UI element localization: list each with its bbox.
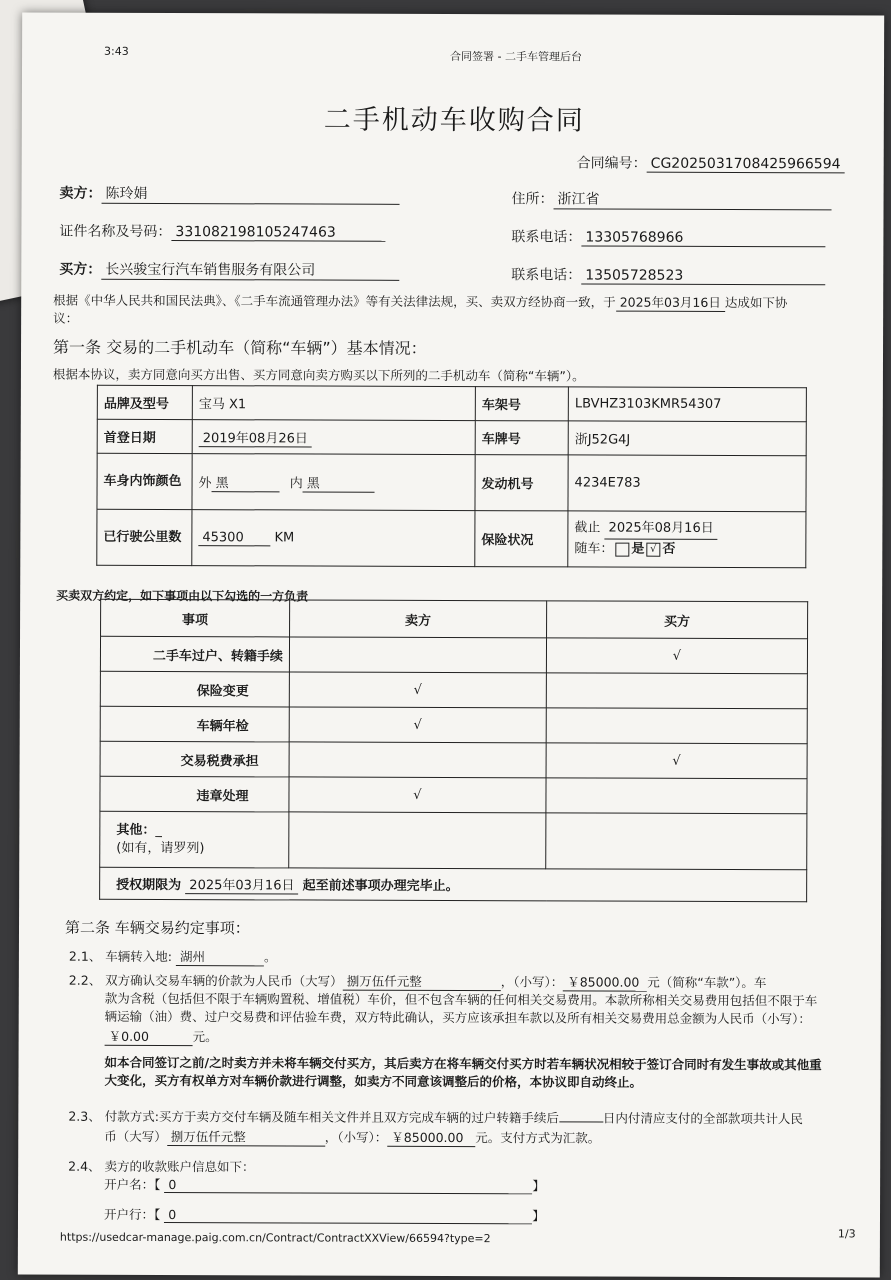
clause-2-1-end: 。 <box>263 949 277 965</box>
table-row <box>100 776 807 813</box>
yes-label: 是 <box>631 541 645 557</box>
contract-number-value: CG2025031708425966594 <box>647 156 845 174</box>
color-label: 车身内饰颜色 <box>97 453 192 509</box>
duty-item: 保险变更 <box>100 671 289 707</box>
fee-value: ￥0.00 <box>105 1027 193 1046</box>
intro-date: 2025年03月16日 <box>616 293 725 312</box>
price-uppercase: 捌万伍仟元整 <box>343 972 501 992</box>
print-time: 3:43 <box>104 44 129 58</box>
with-car-label: 随车： <box>574 541 614 557</box>
clause-2-3-text-b: 日内付清应支付的全部款项共计人民 <box>602 1110 803 1127</box>
seller-phone: 13305768966 <box>581 229 825 247</box>
payment-lowercase: ￥85000.00 <box>387 1128 475 1147</box>
clause-2-3-text-e: 元。支付方式为汇款。 <box>475 1130 601 1146</box>
duty-item: 二手车过户、转籍手续 <box>100 636 289 672</box>
term-tail: 起至前述事项办理完毕止。 <box>302 877 459 894</box>
outer-color-label: 外 <box>198 475 212 491</box>
price-lowercase: ￥85000.00 <box>563 972 647 991</box>
clause-2-3-text-d: ，（小写）： <box>324 1129 388 1145</box>
duties-caption: 买卖双方约定，如下事项由以下勾选的一方负责 <box>56 588 309 604</box>
term-label: 授权期限为 <box>116 877 182 893</box>
reg-date-value: 2019年08月26日 <box>199 427 312 447</box>
seller-mark: √ <box>289 777 546 813</box>
clause-2-3-text-c: 币（大写） <box>104 1128 167 1145</box>
table-row <box>100 741 807 778</box>
col-header-seller: 卖方 <box>290 600 547 638</box>
plate-value: 浙J52G4J <box>568 421 806 456</box>
yes-checkbox[interactable] <box>615 542 629 556</box>
seller-row <box>60 183 400 205</box>
account-holder-value: 0 <box>164 1177 532 1194</box>
payment-uppercase: 捌万伍仟元整 <box>167 1127 325 1147</box>
buyer-mark <box>546 673 807 709</box>
clause-2-3-line2 <box>104 1127 600 1148</box>
seller-name: 陈玲娟 <box>102 183 400 205</box>
contract-title: 二手机动车收购合同 <box>323 104 585 137</box>
address-label: 住所： <box>511 191 554 208</box>
vehicle-info-table <box>96 385 807 568</box>
section-1-subtitle: 根据本协议，卖方同意向买方出售、买方同意向卖方购买以下所列的二手机动车（简称“车辆”）。 <box>52 366 585 384</box>
footer-url: https://usedcar-manage.paig.com.cn/Contract/ContractXXView/66594?type=2 <box>59 1230 491 1246</box>
table-row <box>100 671 807 708</box>
no-checkbox[interactable]: √ <box>646 542 660 556</box>
clause-2-2-bold-1: 如本合同签订之前/之时卖方并未将车辆交付买方，其后卖方在将车辆交付买方时若车辆状况相较于签订合同时有发生事故或其他重 <box>104 1054 822 1073</box>
buyer-name: 长兴骏宝行汽车销售服务有限公司 <box>101 259 399 281</box>
payment-days <box>559 1121 603 1122</box>
clause-number: 2.1、 <box>68 948 102 964</box>
intro-text: 根据《中华人民共和国民法典》、《二手车流通管理办法》等有关法律法规，买、卖双方经协商一致，于 <box>53 292 616 310</box>
buyer-row <box>59 259 399 281</box>
vin-label: 车架号 <box>475 387 568 421</box>
other-value: _ <box>155 822 162 838</box>
clause-2-4-label: 卖方的收款账户信息如下： <box>104 1158 255 1175</box>
seller-mark: √ <box>289 707 546 743</box>
mileage-value: 45300 <box>198 530 270 546</box>
other-label: 其他： <box>116 822 156 838</box>
clause-number: 2.2、 <box>68 972 102 988</box>
clause-2-3-line1 <box>68 1107 803 1128</box>
clause-2-2-line2: 款为含税（包括但不限于车辆购置税、增值税）车价，但不包含车辆的任何相关交易费用。本款所称相关交易费用包括但不限于车 <box>104 990 818 1009</box>
clause-number: 2.3、 <box>68 1108 101 1124</box>
insurance-label: 保险状况 <box>475 511 568 567</box>
clause-2-2-line4 <box>105 1027 218 1046</box>
buyer-label: 买方： <box>59 261 102 278</box>
print-header-title: 合同签署 - 二手车管理后台 <box>450 49 583 64</box>
seller-label: 卖方： <box>59 185 102 202</box>
clause-number: 2.4、 <box>68 1158 101 1174</box>
seller-phone-label: 联系电话： <box>511 229 582 246</box>
col-header-buyer: 买方 <box>547 601 808 639</box>
other-hint: (如有，请罗列) <box>116 840 205 856</box>
plate-label: 车牌号 <box>475 421 568 455</box>
fee-unit: 元。 <box>192 1029 218 1045</box>
buyer-mark <box>546 708 807 744</box>
mileage-label: 已行驶公里数 <box>97 509 192 565</box>
intro-text-end: 达成如下协 <box>724 294 788 311</box>
table-row <box>100 636 807 673</box>
duty-item: 违章处理 <box>100 776 289 812</box>
buyer-phone-row <box>511 264 825 285</box>
contract-page <box>18 12 884 1277</box>
account-bank-label: 开户行： <box>103 1206 155 1222</box>
intro-line-2: 议： <box>53 310 79 326</box>
account-holder-row: 开户名：【 0 】 <box>104 1176 545 1194</box>
term-date: 2025年03月16日 <box>185 874 298 894</box>
inner-color-value: 黑 <box>303 472 375 492</box>
buyer-mark: √ <box>546 743 807 779</box>
brand-label: 品牌及型号 <box>97 385 192 419</box>
buyer-phone-label: 联系电话： <box>511 267 582 284</box>
account-holder-label: 开户名： <box>104 1176 155 1192</box>
insurance-until-value: 2025年08月16日 <box>605 519 718 540</box>
vin-value: LBVHZ3103KMR54307 <box>568 387 806 422</box>
table-row <box>100 706 807 743</box>
buyer-phone: 13505728523 <box>581 267 825 285</box>
id-number: 331082198105247463 <box>171 224 385 242</box>
buyer-mark: √ <box>546 638 807 674</box>
clause-2-1 <box>69 947 277 967</box>
section-2-title: 第二条 车辆交易约定事项： <box>64 918 250 938</box>
col-header-item: 事项 <box>101 599 290 637</box>
contract-number-label: 合同编号： <box>576 155 647 172</box>
no-label: 否 <box>662 541 676 557</box>
engine-value: 4234E783 <box>568 455 806 512</box>
clause-2-4 <box>68 1157 254 1176</box>
duties-table <box>99 599 808 902</box>
address-value: 浙江省 <box>554 188 832 210</box>
contract-number <box>577 152 845 173</box>
clause-2-2-bold-2: 大变化，买方有权单方对车辆价款进行调整，如卖方不同意该调整后的价格，本协议即自动终止。 <box>104 1072 643 1090</box>
clause-2-3-text: 付款方式:买方于卖方交付车辆及随车相关文件并且双方完成车辆的过户转籍手续后 <box>104 1108 559 1126</box>
insurance-until-label: 截止 <box>574 520 601 536</box>
mileage-unit: KM <box>274 529 295 545</box>
clause-2-2-line3: 辆运输（油）费、过户交易费和评估验车费，双方特此确认，买方应该承担车款以及所有相关交易费用总金额为人民币（小写）： <box>104 1008 811 1027</box>
engine-label: 发动机号 <box>475 455 568 511</box>
page-number: 1/3 <box>837 1227 856 1241</box>
account-bank-value: 0 <box>164 1207 532 1224</box>
inner-color-label: 内 <box>289 475 303 491</box>
clause-2-2-text-c: 元（简称“车款”）。车 <box>647 974 767 991</box>
id-label: 证件名称及号码： <box>59 223 172 241</box>
address-row <box>512 188 832 210</box>
seller-mark: √ <box>289 672 546 708</box>
outer-color-value: 黑 <box>212 472 280 492</box>
seller-phone-row <box>511 226 825 247</box>
clause-2-1-label: 车辆转入地: <box>105 948 173 965</box>
clause-2-2-text: 双方确认交易车辆的价款为人民币（大写） <box>105 972 343 989</box>
intro-line <box>53 291 787 313</box>
account-bank-row: 开户行：【 0 】 <box>103 1206 545 1224</box>
destination-value: 湖州 <box>176 947 264 966</box>
section-1-title: 第一条 交易的二手机动车（简称“车辆”）基本情况： <box>53 337 427 358</box>
duty-item: 车辆年检 <box>100 706 289 742</box>
buyer-mark <box>546 778 807 814</box>
clause-2-2-text-b: ，（小写）： <box>500 974 564 990</box>
duty-item: 交易税费承担 <box>100 741 289 777</box>
seller-mark <box>289 742 546 778</box>
seller-mark <box>289 637 546 673</box>
reg-date-label: 首登日期 <box>97 419 192 453</box>
id-row <box>59 221 385 242</box>
brand-value: 宝马 X1 <box>192 386 475 421</box>
